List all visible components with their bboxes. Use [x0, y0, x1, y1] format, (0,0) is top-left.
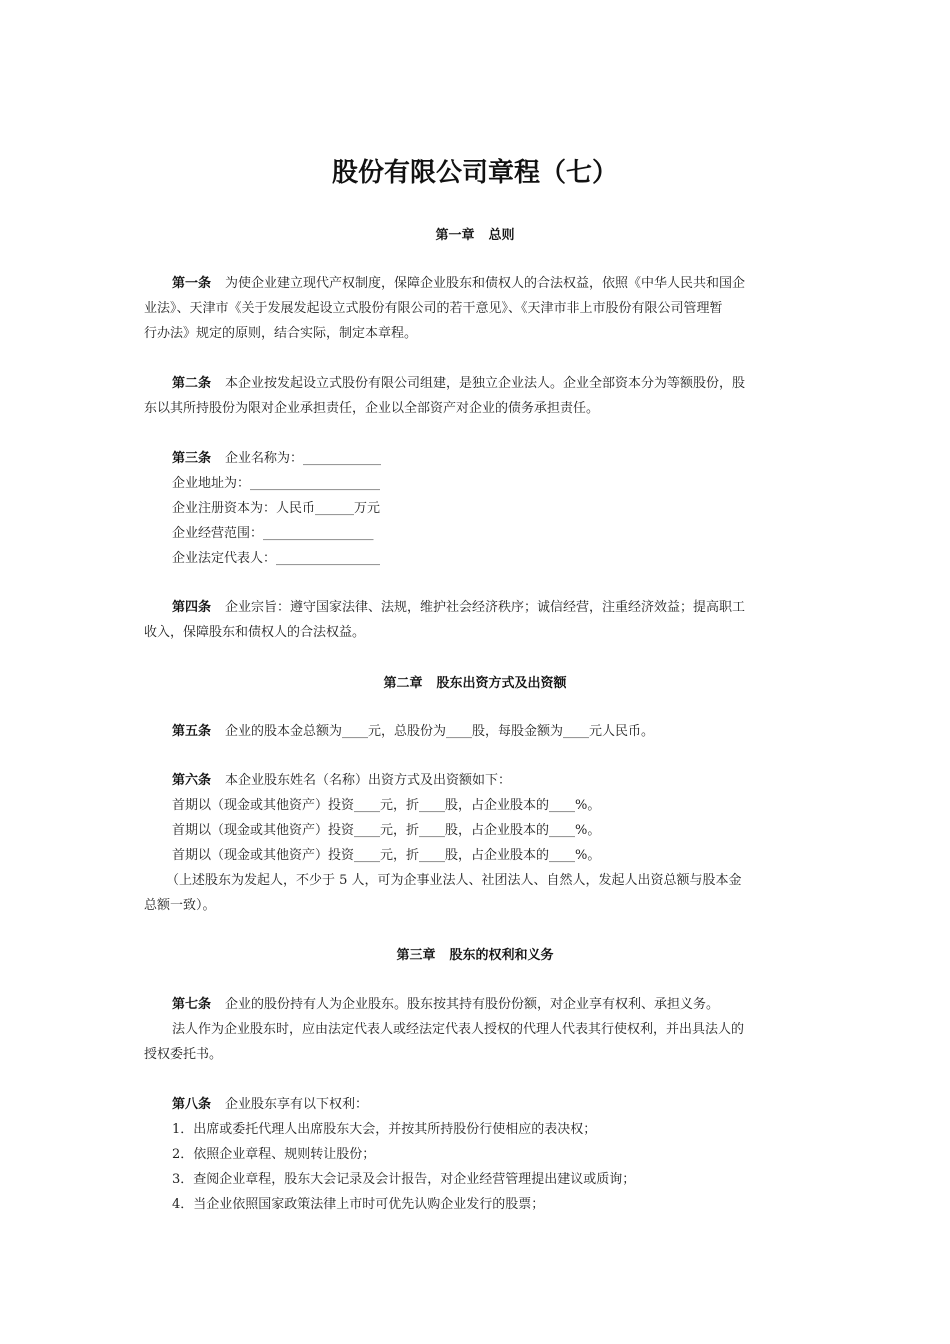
- article-label: 第二条: [172, 376, 212, 391]
- article-1-line-3: 行办法》规定的原则，结合实际，制定本章程。: [144, 326, 418, 341]
- article-text: 本企业按发起设立式股份有限公司组建，是独立企业法人。企业全部资本分为等额股份，股: [225, 376, 746, 391]
- article-7-line-2: 法人作为企业股东时，应由法定代表人或经法定代表人授权的代理人代表其行使权利，并出具法人的: [172, 1022, 745, 1037]
- chapter-name: 股东的权利和义务: [449, 948, 554, 963]
- article-3-line-1: [172, 449, 806, 469]
- chapter-heading-2: [0, 674, 950, 694]
- article-4-line-1: [172, 598, 806, 618]
- article-text: 企业的股本金总额为____元，总股份为____股，每股金额为____元人民币。: [225, 724, 655, 739]
- list-item: 4．当企业依照国家政策法律上市时可优先认购企业发行的股票；: [172, 1197, 545, 1212]
- article-text: 企业股东享有以下权利：: [225, 1097, 369, 1112]
- article-label: 第六条: [172, 773, 212, 788]
- article-7-line-1: [172, 995, 806, 1015]
- article-6-note-line-2: 总额一致）。: [144, 898, 216, 913]
- chapter-label: 第一章: [435, 228, 475, 243]
- article-text: 企业宗旨：遵守国家法律、法规，维护社会经济秩序；诚信经营，注重经济效益；提高职工: [225, 600, 746, 615]
- article-text: 企业的股份持有人为企业股东。股东按其持有股份份额，对企业享有权利、承担义务。: [225, 997, 720, 1012]
- company-name-field: 企业名称为：____________: [225, 451, 382, 466]
- investment-line-3: 首期以（现金或其他资产）投资____元，折____股，占企业股本的____%。: [172, 848, 601, 863]
- article-1-line-1: [172, 274, 806, 294]
- article-label: 第四条: [172, 600, 212, 615]
- chapter-heading-1: [0, 226, 950, 246]
- chapter-label: 第二章: [383, 676, 423, 691]
- company-address-field: 企业地址为：____________________: [172, 476, 381, 491]
- chapter-name: 总则: [488, 228, 515, 243]
- article-label: 第八条: [172, 1097, 212, 1112]
- list-item: 3．查阅企业章程，股东大会记录及会计报告，对企业经营管理提出建议或质询；: [172, 1172, 636, 1187]
- article-text: 为使企业建立现代产权制度，保障企业股东和债权人的合法权益，依照《中华人民共和国企: [225, 276, 746, 291]
- article-label: 第五条: [172, 724, 212, 739]
- registered-capital-field: 企业注册资本为：人民币______万元: [172, 501, 381, 516]
- article-8-line-1: [172, 1095, 806, 1115]
- list-item: 2．依照企业章程、规则转让股份；: [172, 1147, 376, 1162]
- legal-representative-field: 企业法定代表人：________________: [172, 551, 381, 566]
- article-1-line-2: 业法》、天津市《关于发展发起设立式股份有限公司的若干意见》、《天津市非上市股份有限公司管理暂: [144, 301, 723, 316]
- chapter-name: 股东出资方式及出资额: [436, 676, 567, 691]
- document-title: 股份有限公司章程（七）: [331, 158, 618, 188]
- article-6-note-line-1: （上述股东为发起人，不少于 5 人，可为企事业法人、社团法人、自然人，发起人出资总额与股本金: [166, 873, 742, 888]
- chapter-label: 第三章: [396, 948, 436, 963]
- article-6-line-1: [172, 771, 806, 791]
- article-text: 本企业股东姓名（名称）出资方式及出资额如下：: [225, 773, 512, 788]
- chapter-heading-3: [0, 946, 950, 966]
- list-item: 1．出席或委托代理人出席股东大会，并按其所持股份行使相应的表决权；: [172, 1122, 597, 1137]
- business-scope-field: 企业经营范围：_________________: [172, 526, 374, 541]
- article-2-line-2: 东以其所持股份为限对企业承担责任，企业以全部资产对企业的债务承担责任。: [144, 401, 600, 416]
- article-2-line-1: [172, 374, 806, 394]
- article-label: 第三条: [172, 451, 212, 466]
- investment-line-1: 首期以（现金或其他资产）投资____元，折____股，占企业股本的____%。: [172, 798, 601, 813]
- investment-line-2: 首期以（现金或其他资产）投资____元，折____股，占企业股本的____%。: [172, 823, 601, 838]
- article-label: 第七条: [172, 997, 212, 1012]
- article-4-line-2: 收入，保障股东和债权人的合法权益。: [144, 625, 366, 640]
- article-label: 第一条: [172, 276, 212, 291]
- article-5-line-1: [172, 722, 806, 742]
- article-7-line-3: 授权委托书。: [144, 1047, 223, 1062]
